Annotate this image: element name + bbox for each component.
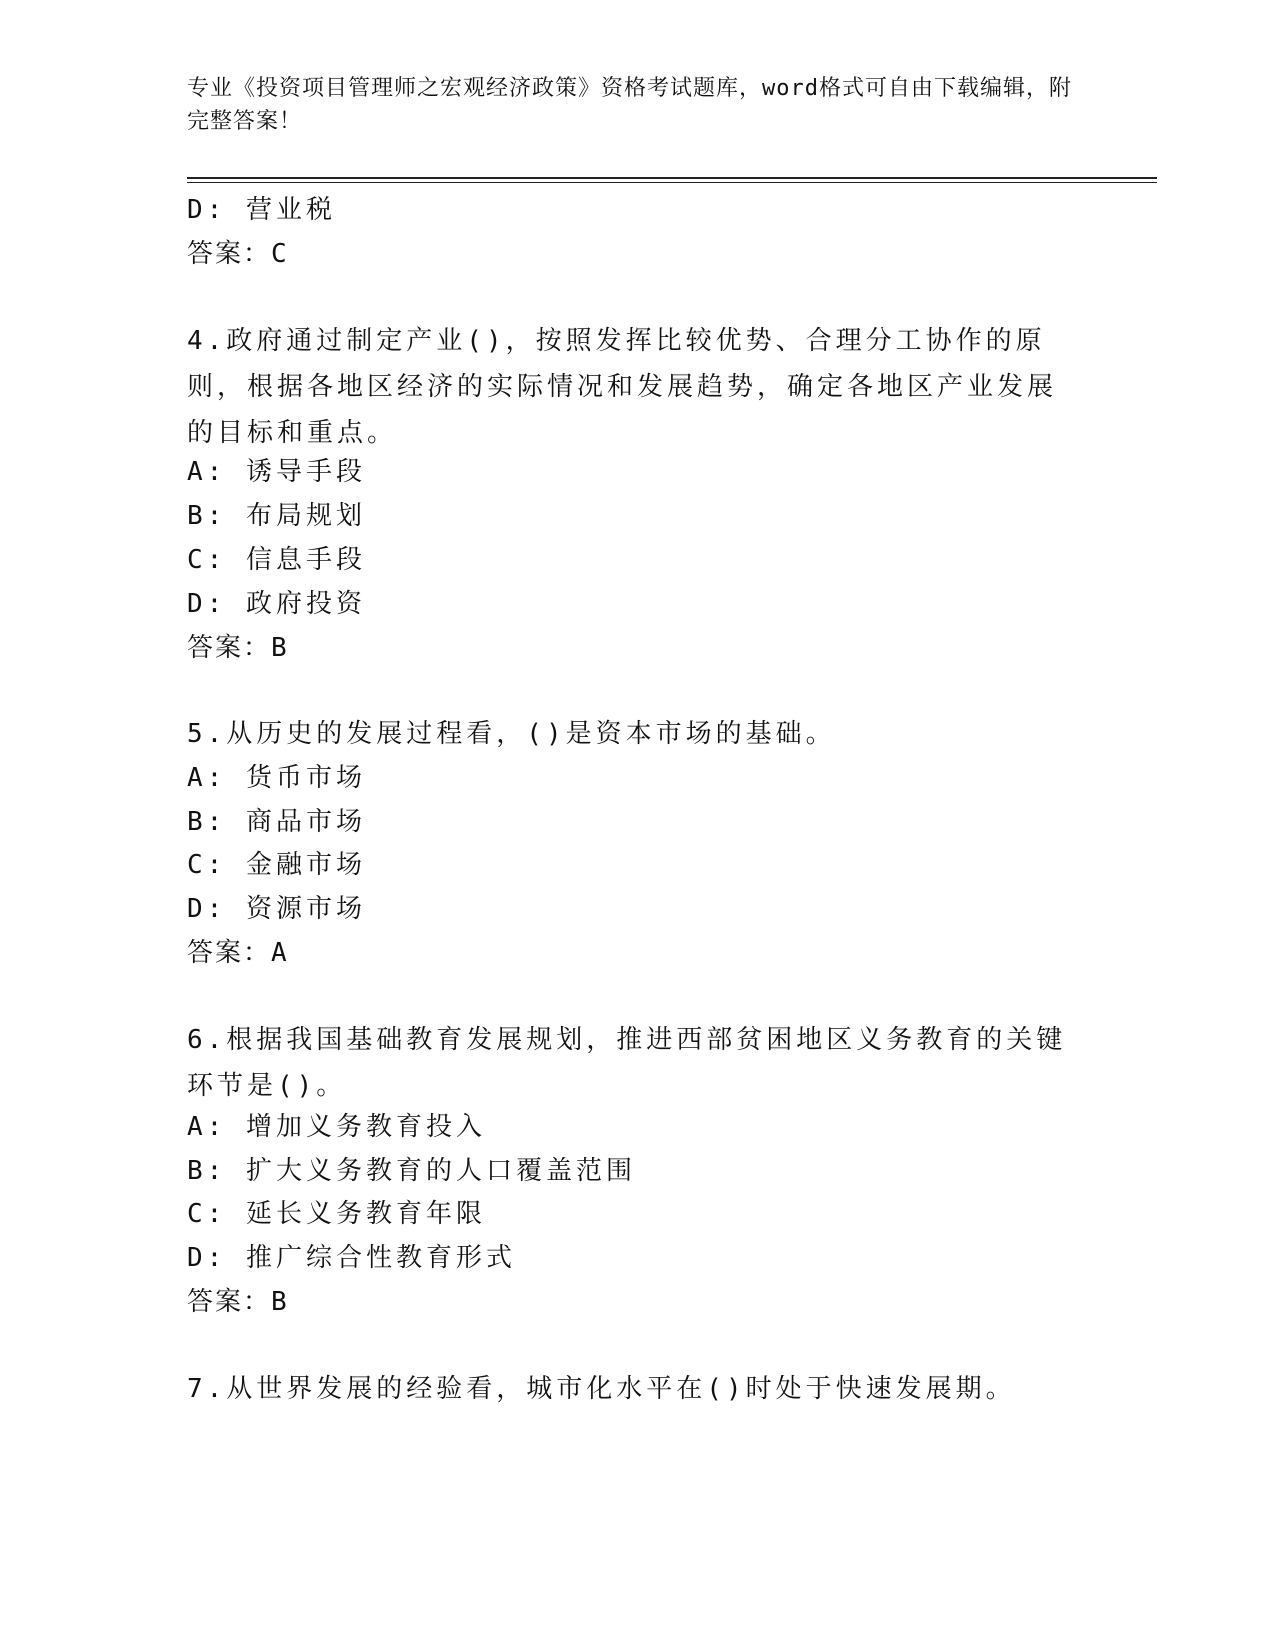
- question-6-option-b: B: 扩大义务教育的人口覆盖范围: [187, 1156, 636, 1186]
- question-5-text: 5.从历史的发展过程看，()是资本市场的基础。: [187, 719, 836, 749]
- question-4-option-a: A: 诱导手段: [187, 457, 366, 487]
- question-4-text: 4.政府通过制定产业()，按照发挥比较优势、合理分工协作的原则，根据各地区经济的实际情况和发展趋势，确定各地区产业发展的目标和重点。: [187, 326, 1058, 448]
- question-5-option-c: C: 金融市场: [187, 850, 366, 880]
- question-6-option-a: A: 增加义务教育投入: [187, 1112, 486, 1142]
- question-4-option-d: D: 政府投资: [187, 589, 366, 619]
- question-6-option-c: C: 延长义务教育年限: [187, 1199, 486, 1229]
- question-5-option-d: D: 资源市场: [187, 894, 366, 924]
- prev-option-d: D: 营业税: [187, 195, 336, 225]
- question-5-option-a: A: 货币市场: [187, 763, 366, 793]
- prev-answer: 答案：C: [187, 239, 289, 269]
- question-6-text: 6.根据我国基础教育发展规划，推进西部贫困地区义务教育的关键环节是()。: [187, 1025, 1067, 1101]
- page-header: 专业《投资项目管理师之宏观经济政策》资格考试题库，word格式可自由下载编辑，附完整答案！: [187, 76, 1072, 134]
- question-4-option-b: B: 布局规划: [187, 501, 366, 531]
- question-5-option-b: B: 商品市场: [187, 807, 366, 837]
- header-rule-thin: [187, 182, 1157, 183]
- question-7-text: 7.从世界发展的经验看，城市化水平在()时处于快速发展期。: [187, 1374, 1016, 1404]
- question-4-answer: 答案：B: [187, 633, 289, 663]
- question-4-option-c: C: 信息手段: [187, 545, 366, 575]
- question-6-answer: 答案：B: [187, 1287, 289, 1317]
- header-rule-thick: [187, 177, 1157, 179]
- question-6-option-d: D: 推广综合性教育形式: [187, 1243, 516, 1273]
- question-5-answer: 答案：A: [187, 938, 289, 968]
